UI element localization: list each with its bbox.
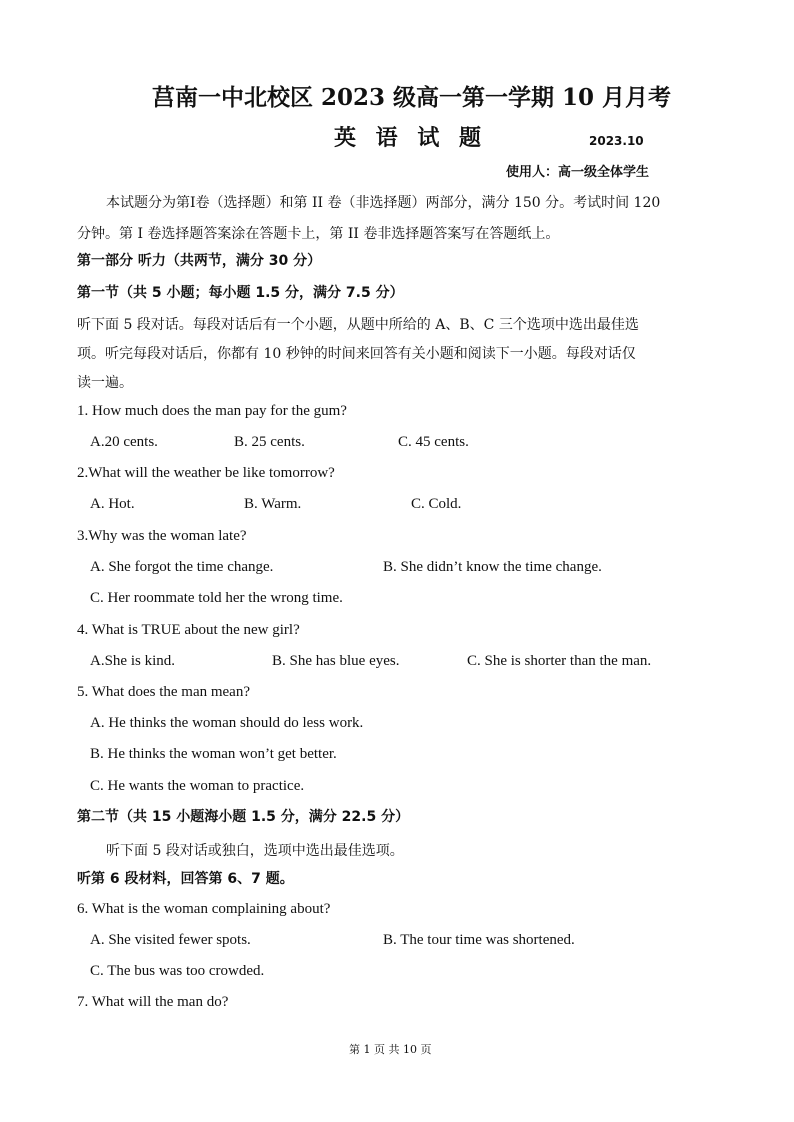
question-3-option-b: B. She didn’t know the time change. (383, 559, 602, 575)
material-6-note: 听第 6 段材料，回答第 6、7 题。 (77, 871, 294, 887)
question-1-option-b: B. 25 cents. (234, 434, 305, 450)
target-users: 使用人：高一级全体学生 (506, 165, 650, 180)
page-number: 第 1 页 共 10 页 (349, 1043, 432, 1056)
exam-date: 2023.10 (589, 134, 644, 148)
question-4-option-c: C. She is shorter than the man. (467, 653, 652, 669)
question-4-option-b: B. She has blue eyes. (272, 653, 400, 669)
question-6-stem: 6. What is the woman complaining about? (77, 901, 331, 917)
question-1-option-a: A.20 cents. (90, 434, 158, 450)
question-3-option-c: C. Her roommate told her the wrong time. (90, 590, 343, 606)
exam-subtitle: 英 语 试 题 (334, 125, 487, 151)
section2-instruction: 听下面 5 段对话或独白，选项中选出最佳选项。 (106, 843, 404, 859)
question-5-option-b: B. He thinks the woman won’t get better. (90, 746, 337, 762)
intro-line-2: 分钟。第 I 卷选择题答案涂在答题卡上，第 II 卷非选择题答案写在答题纸上。 (77, 226, 560, 242)
question-5-stem: 5. What does the man mean? (77, 684, 250, 700)
question-6-option-b: B. The tour time was shortened. (383, 932, 575, 948)
question-5-option-c: C. He wants the woman to practice. (90, 778, 305, 794)
section2-heading: 第二节（共 15 小题海小题 1.5 分，满分 22.5 分） (77, 809, 410, 825)
part1-heading: 第一部分 听力（共两节，满分 30 分） (77, 253, 322, 269)
intro-line-1: 本试题分为第Ⅰ卷（选择题）和第 II 卷（非选择题）两部分，满分 150 分。考试时间 120 (106, 195, 661, 211)
question-6-option-c: C. The bus was too crowded. (90, 963, 265, 979)
question-3-stem: 3.Why was the woman late? (77, 528, 247, 544)
section1-instruction-line: 读一遍。 (77, 375, 133, 391)
section1-instruction-line: 项。听完每段对话后，你都有 10 秒钟的时间来回答有关小题和阅读下一小题。每段对话仅 (77, 346, 636, 362)
section1-instruction-line: 听下面 5 段对话。每段对话后有一个小题，从题中所给的 A、B、C 三个选项中选出最佳选 (77, 317, 639, 333)
question-1-option-c: C. 45 cents. (398, 434, 469, 450)
question-7-stem: 7. What will the man do? (77, 994, 229, 1010)
question-6-option-a: A. She visited fewer spots. (90, 932, 251, 948)
question-4-option-a: A.She is kind. (90, 653, 176, 669)
question-5-option-a: A. He thinks the woman should do less work. (90, 715, 364, 731)
question-4-stem: 4. What is TRUE about the new girl? (77, 622, 300, 638)
question-3-option-a: A. She forgot the time change. (90, 559, 274, 575)
question-2-option-c: C. Cold. (411, 496, 462, 512)
question-2-stem: 2.What will the weather be like tomorrow? (77, 465, 335, 481)
exam-title: 莒南一中北校区 2023 级高一第一学期 10 月月考 (152, 84, 672, 111)
section1-heading: 第一节（共 5 小题；每小题 1.5 分，满分 7.5 分） (77, 285, 404, 301)
question-2-option-a: A. Hot. (90, 496, 135, 512)
question-1-stem: 1. How much does the man pay for the gum? (77, 403, 347, 419)
question-2-option-b: B. Warm. (244, 496, 302, 512)
